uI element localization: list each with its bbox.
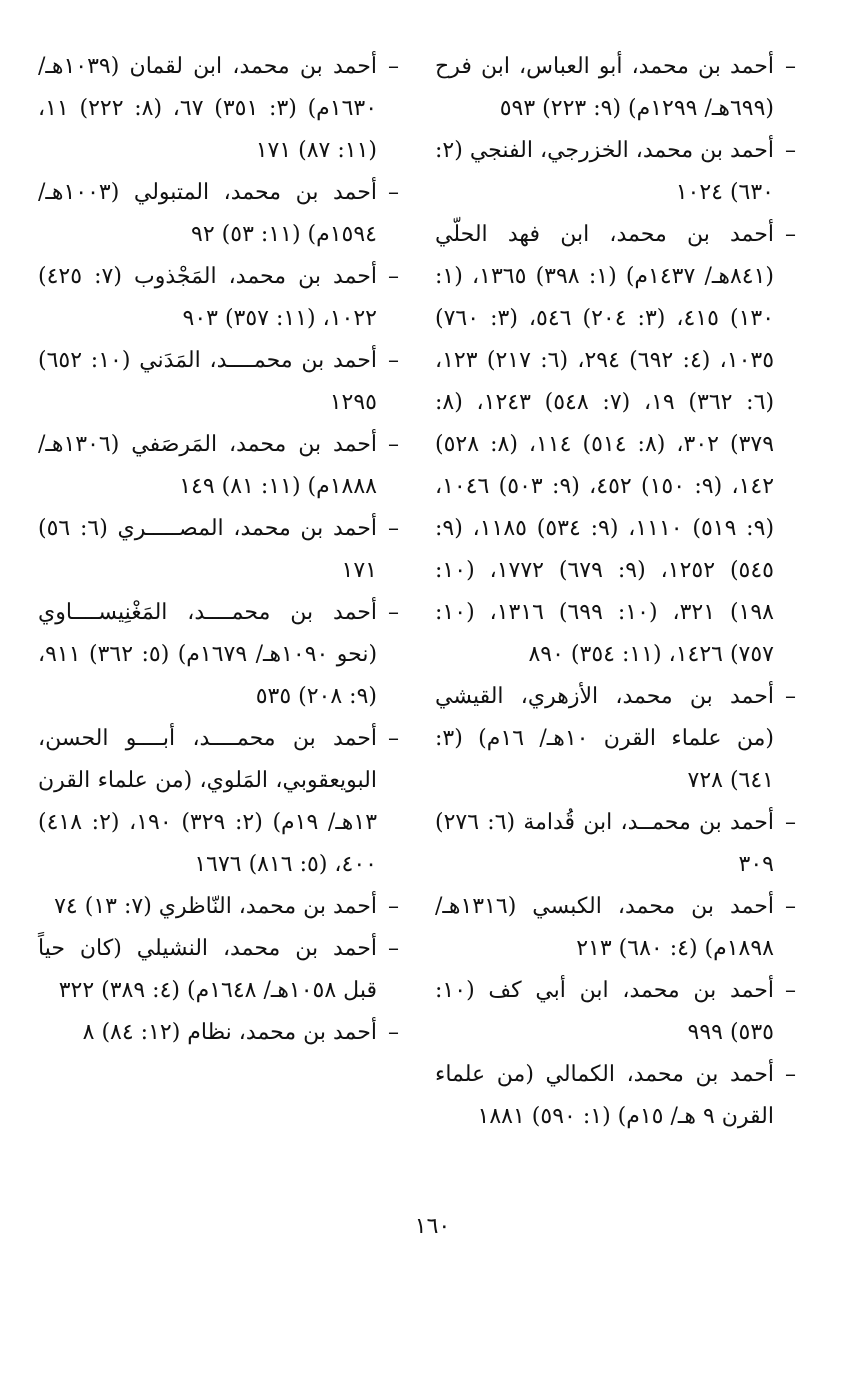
entry-text: أحمد بن محمد، الأزهري، القيشي (من علماء القرن ١٠هـ/ ١٦م) (٣: ٦٤١) ٧٢٨ bbox=[435, 684, 774, 793]
index-entry bbox=[435, 130, 800, 214]
entry-text: أحمد بن محمد، المَجْذوب (٧: ٤٢٥) ١٠٢٢، (١١: ٣٥٧) ٩٠٣ bbox=[38, 264, 378, 331]
index-entry bbox=[38, 508, 403, 592]
entry-dash: – bbox=[785, 810, 796, 835]
index-entry bbox=[435, 1054, 800, 1138]
entry-text: أحمد بن محمد، ابن فهد الحلّي (٨٤١هـ/ ١٤٣٧م) (١: ٣٩٨) ١٣٦٥، (١: ١٣٠) ٤١٥، (٣: ٢٠٤) ٥٤٦، (٣: ٧٦٠) ١٠٣٥، (٤: ٦٩٢) ٢٩٤، (٦: ٢١٧) ١٢٣، (٦: ٣٦٢) ١٩، (٧: ٥٤٨) ١٢٤٣، (٨: ٣٧٩) ٣٠٢، (٨: ٥١٤) ١١٤، (٨: ٥٢٨) ١٤٢، (٩: ١٥٠) ٤٥٢، (٩: ٥٠٣) ١٠٤٦، (٩: ٥١٩) ١١١٠، (٩: ٥٣٤) ١١٨٥، (٩: ٥٤٥) ١٢٥٢، (٩: ٦٧٩) ١٧٧٢، (١٠: ١٩٨) ٣٢١، (١٠: ٦٩٩) ١٣١٦، (١٠: ٧٥٧) ١٤٢٦، (١١: ٣٥٤) ٨٩٠ bbox=[435, 222, 775, 667]
entry-dash: – bbox=[388, 516, 399, 541]
index-entry bbox=[435, 214, 800, 676]
entry-dash: – bbox=[388, 1020, 399, 1045]
entry-dash: – bbox=[388, 894, 399, 919]
index-entry bbox=[435, 676, 800, 802]
entry-text: أحمد بن محمد، المصـــــري (٦: ٥٦) ١٧١ bbox=[38, 516, 377, 583]
index-entry bbox=[38, 1012, 403, 1054]
entry-dash: – bbox=[785, 222, 796, 247]
entry-text: أحمد بن محمد، نظام (١٢: ٨٤) ٨ bbox=[82, 1020, 377, 1045]
entry-text: أحمد بن محمد، ابن لقمان (١٠٣٩هـ/ ١٦٣٠م) (٣: ٣٥١) ٦٧، (٨: ٢٢٢) ١١، (١١: ٨٧) ١٧١ bbox=[38, 54, 378, 163]
index-entry bbox=[38, 340, 403, 424]
entry-text: أحمد بن محمد، المتبولي (١٠٠٣هـ/ ١٥٩٤م) (١١: ٥٣) ٩٢ bbox=[38, 180, 377, 247]
index-entry bbox=[38, 592, 403, 718]
entry-dash: – bbox=[785, 1062, 796, 1087]
entry-text: أحمد بن محمد، الخزرجي، الفنجي (٢: ٦٣٠) ١٠٢٤ bbox=[435, 138, 774, 205]
entry-text: أحمد بن محمد، النشيلي (كان حياً قبل ١٠٥٨هـ/ ١٦٤٨م) (٤: ٣٨٩) ٣٢٢ bbox=[38, 936, 377, 1003]
index-entry bbox=[38, 256, 403, 340]
entry-dash: – bbox=[785, 54, 796, 79]
index-entry bbox=[38, 424, 403, 508]
index-entry bbox=[38, 928, 403, 1012]
entry-dash: – bbox=[785, 138, 796, 163]
page-number: ١٦٠ bbox=[414, 1214, 451, 1239]
entry-text: أحمد بن محمــد، ابن قُدامة (٦: ٢٧٦) ٣٠٩ bbox=[435, 810, 775, 877]
entry-dash: – bbox=[785, 684, 796, 709]
entry-dash: – bbox=[388, 348, 399, 373]
index-column-right bbox=[435, 46, 800, 1138]
index-entry bbox=[38, 172, 403, 256]
entry-dash: – bbox=[388, 936, 399, 961]
entry-text: أحمد بن محمد، أبو العباس، ابن فرح (٦٩٩هـ/ ١٢٩٩م) (٩: ٢٢٣) ٥٩٣ bbox=[435, 54, 774, 121]
entry-text: أحمد بن محمــــد، المَدَني (١٠: ٦٥٢) ١٢٩٥ bbox=[38, 348, 377, 415]
index-entry bbox=[435, 970, 800, 1054]
entry-dash: – bbox=[388, 726, 399, 751]
entry-dash: – bbox=[388, 180, 399, 205]
entry-dash: – bbox=[388, 264, 399, 289]
index-entry bbox=[435, 46, 800, 130]
entry-dash: – bbox=[388, 54, 399, 79]
entry-text: أحمد بن محمد، الكبسي (١٣١٦هـ/ ١٨٩٨م) (٤: ٦٨٠) ٢١٣ bbox=[435, 894, 774, 961]
index-column-left bbox=[38, 46, 403, 1054]
entry-dash: – bbox=[785, 894, 796, 919]
entry-text: أحمد بن محمد، ابن أبي كف (١٠: ٥٣٥) ٩٩٩ bbox=[435, 978, 774, 1045]
entry-text: أحمد بن محمد، النّاظري (٧: ١٣) ٧٤ bbox=[54, 894, 377, 919]
index-entry bbox=[38, 46, 403, 172]
entry-text: أحمد بن محمد، المَرصَفي (١٣٠٦هـ/ ١٨٨٨م) (١١: ٨١) ١٤٩ bbox=[38, 432, 377, 499]
entry-dash: – bbox=[388, 432, 399, 457]
entry-text: أحمد بن محمــــد، أبــــو الحسن، البويعقوبي، المَلوي، (من علماء القرن ١٣هـ/ ١٩م) (٢: ٣٢٩) ١٩٠، (٢: ٤١٨) ٤٠٠، (٥: ٨١٦) ١٦٧٦ bbox=[38, 726, 378, 877]
entry-text: أحمد بن محمــــد، المَغْنِيســــاوي (نحو ١٠٩٠هـ/ ١٦٧٩م) (٥: ٣٦٢) ٩١١، (٩: ٢٠٨) ٥٣٥ bbox=[38, 600, 378, 709]
entry-dash: – bbox=[388, 600, 399, 625]
entry-text: أحمد بن محمد، الكمالي (من علماء القرن ٩ هـ/ ١٥م) (١: ٥٩٠) ١٨٨١ bbox=[435, 1062, 774, 1129]
index-entry bbox=[38, 886, 403, 928]
index-entry bbox=[435, 802, 800, 886]
entry-dash: – bbox=[785, 978, 796, 1003]
index-entry bbox=[435, 886, 800, 970]
index-entry bbox=[38, 718, 403, 886]
